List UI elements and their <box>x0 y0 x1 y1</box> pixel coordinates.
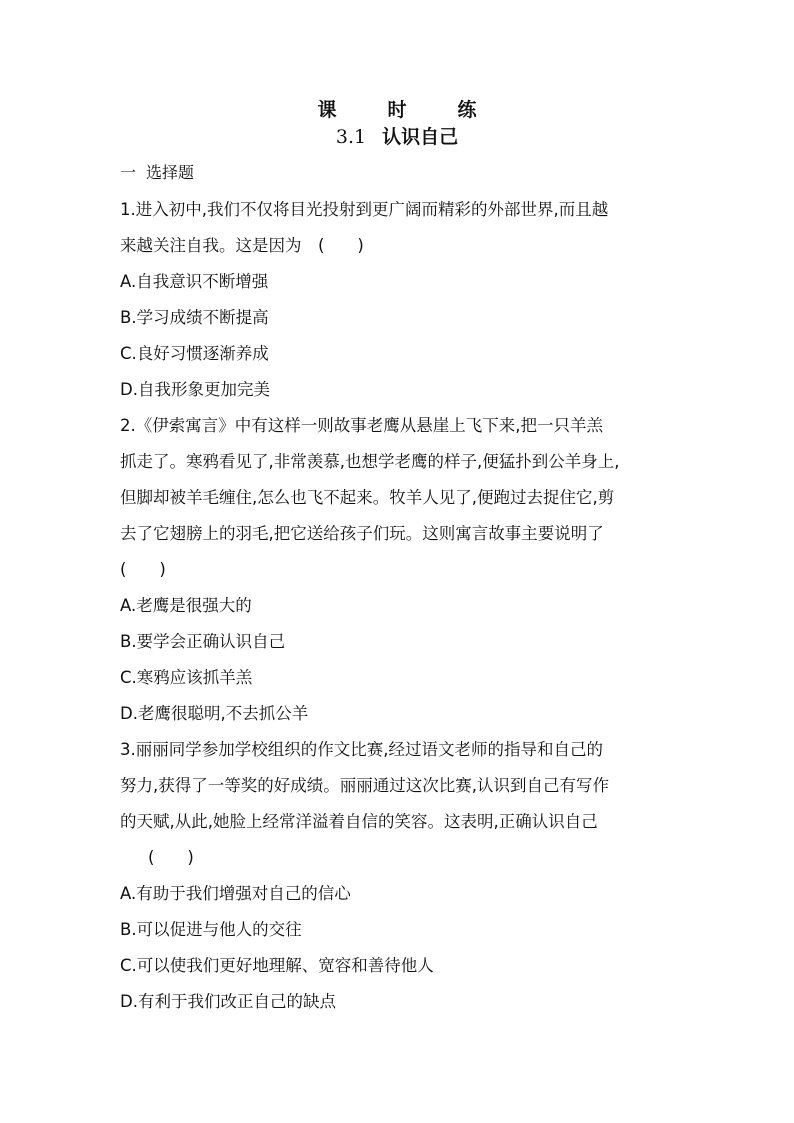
question-3-line-2: 努力,获得了一等奖的好成绩。丽丽通过这次比赛,认识到自己有写作 <box>120 776 609 795</box>
question-2-option-a: A.老鹰是很强大的 <box>120 596 252 615</box>
section-label: 选择题 <box>146 163 195 182</box>
question-2-line-1: 2.《伊索寓言》中有这样一则故事老鹰从悬崖上飞下来,把一只羊羔 <box>120 416 603 435</box>
question-2-line-3: 但脚却被羊毛缠住,怎么也飞不起来。牧羊人见了,便跑过去捉住它,剪 <box>120 488 615 507</box>
question-1-option-c: C.良好习惯逐渐养成 <box>120 344 269 363</box>
section-marker: 一 <box>120 163 137 182</box>
lesson-heading <box>0 124 794 150</box>
question-2-line-4: 去了它翅膀上的羽毛,把它送给孩子们玩。这则寓言故事主要说明了 <box>120 524 604 543</box>
question-1-line-2: 来越关注自我。这是因为 ( ) <box>120 236 364 255</box>
question-3-line-4: ( ) <box>148 848 194 867</box>
question-3-line-1: 3.丽丽同学参加学校组织的作文比赛,经过语文老师的指导和自己的 <box>120 740 603 759</box>
question-2-line-2: 抓走了。寒鸦看见了,非常羡慕,也想学老鹰的样子,便猛扑到公羊身上, <box>120 452 620 471</box>
section-heading <box>120 161 194 185</box>
question-1-option-a: A.自我意识不断增强 <box>120 272 269 291</box>
lesson-number: 3.1 <box>335 126 367 148</box>
question-1-line-1: 1.进入初中,我们不仅将目光投射到更广阔而精彩的外部世界,而且越 <box>120 200 609 219</box>
page-title: 课 时 练 <box>317 99 493 121</box>
question-2-option-d: D.老鹰很聪明,不去抓公羊 <box>120 704 309 723</box>
question-2-option-c: C.寒鸦应该抓羊羔 <box>120 668 253 687</box>
question-3-option-c: C.可以使我们更好地理解、宽容和善待他人 <box>120 956 434 975</box>
question-3-stem <box>120 732 680 876</box>
question-2-option-b: B.要学会正确认识自己 <box>120 632 286 651</box>
lesson-title: 认识自己 <box>382 126 459 148</box>
question-3-option-a: A.有助于我们增强对自己的信心 <box>120 884 351 903</box>
question-2-stem <box>120 408 680 588</box>
question-3-option-b: B.可以促进与他人的交往 <box>120 920 302 939</box>
question-2-line-5: ( ) <box>120 560 166 579</box>
question-1-option-d: D.自我形象更加完美 <box>120 380 270 399</box>
question-1-option-b: B.学习成绩不断提高 <box>120 308 269 327</box>
question-3-line-3: 的天赋,从此,她脸上经常洋溢着自信的笑容。这表明,正确认识自己 <box>120 812 598 831</box>
question-1-stem <box>120 192 680 264</box>
question-3-option-d: D.有利于我们改正自己的缺点 <box>120 992 336 1011</box>
